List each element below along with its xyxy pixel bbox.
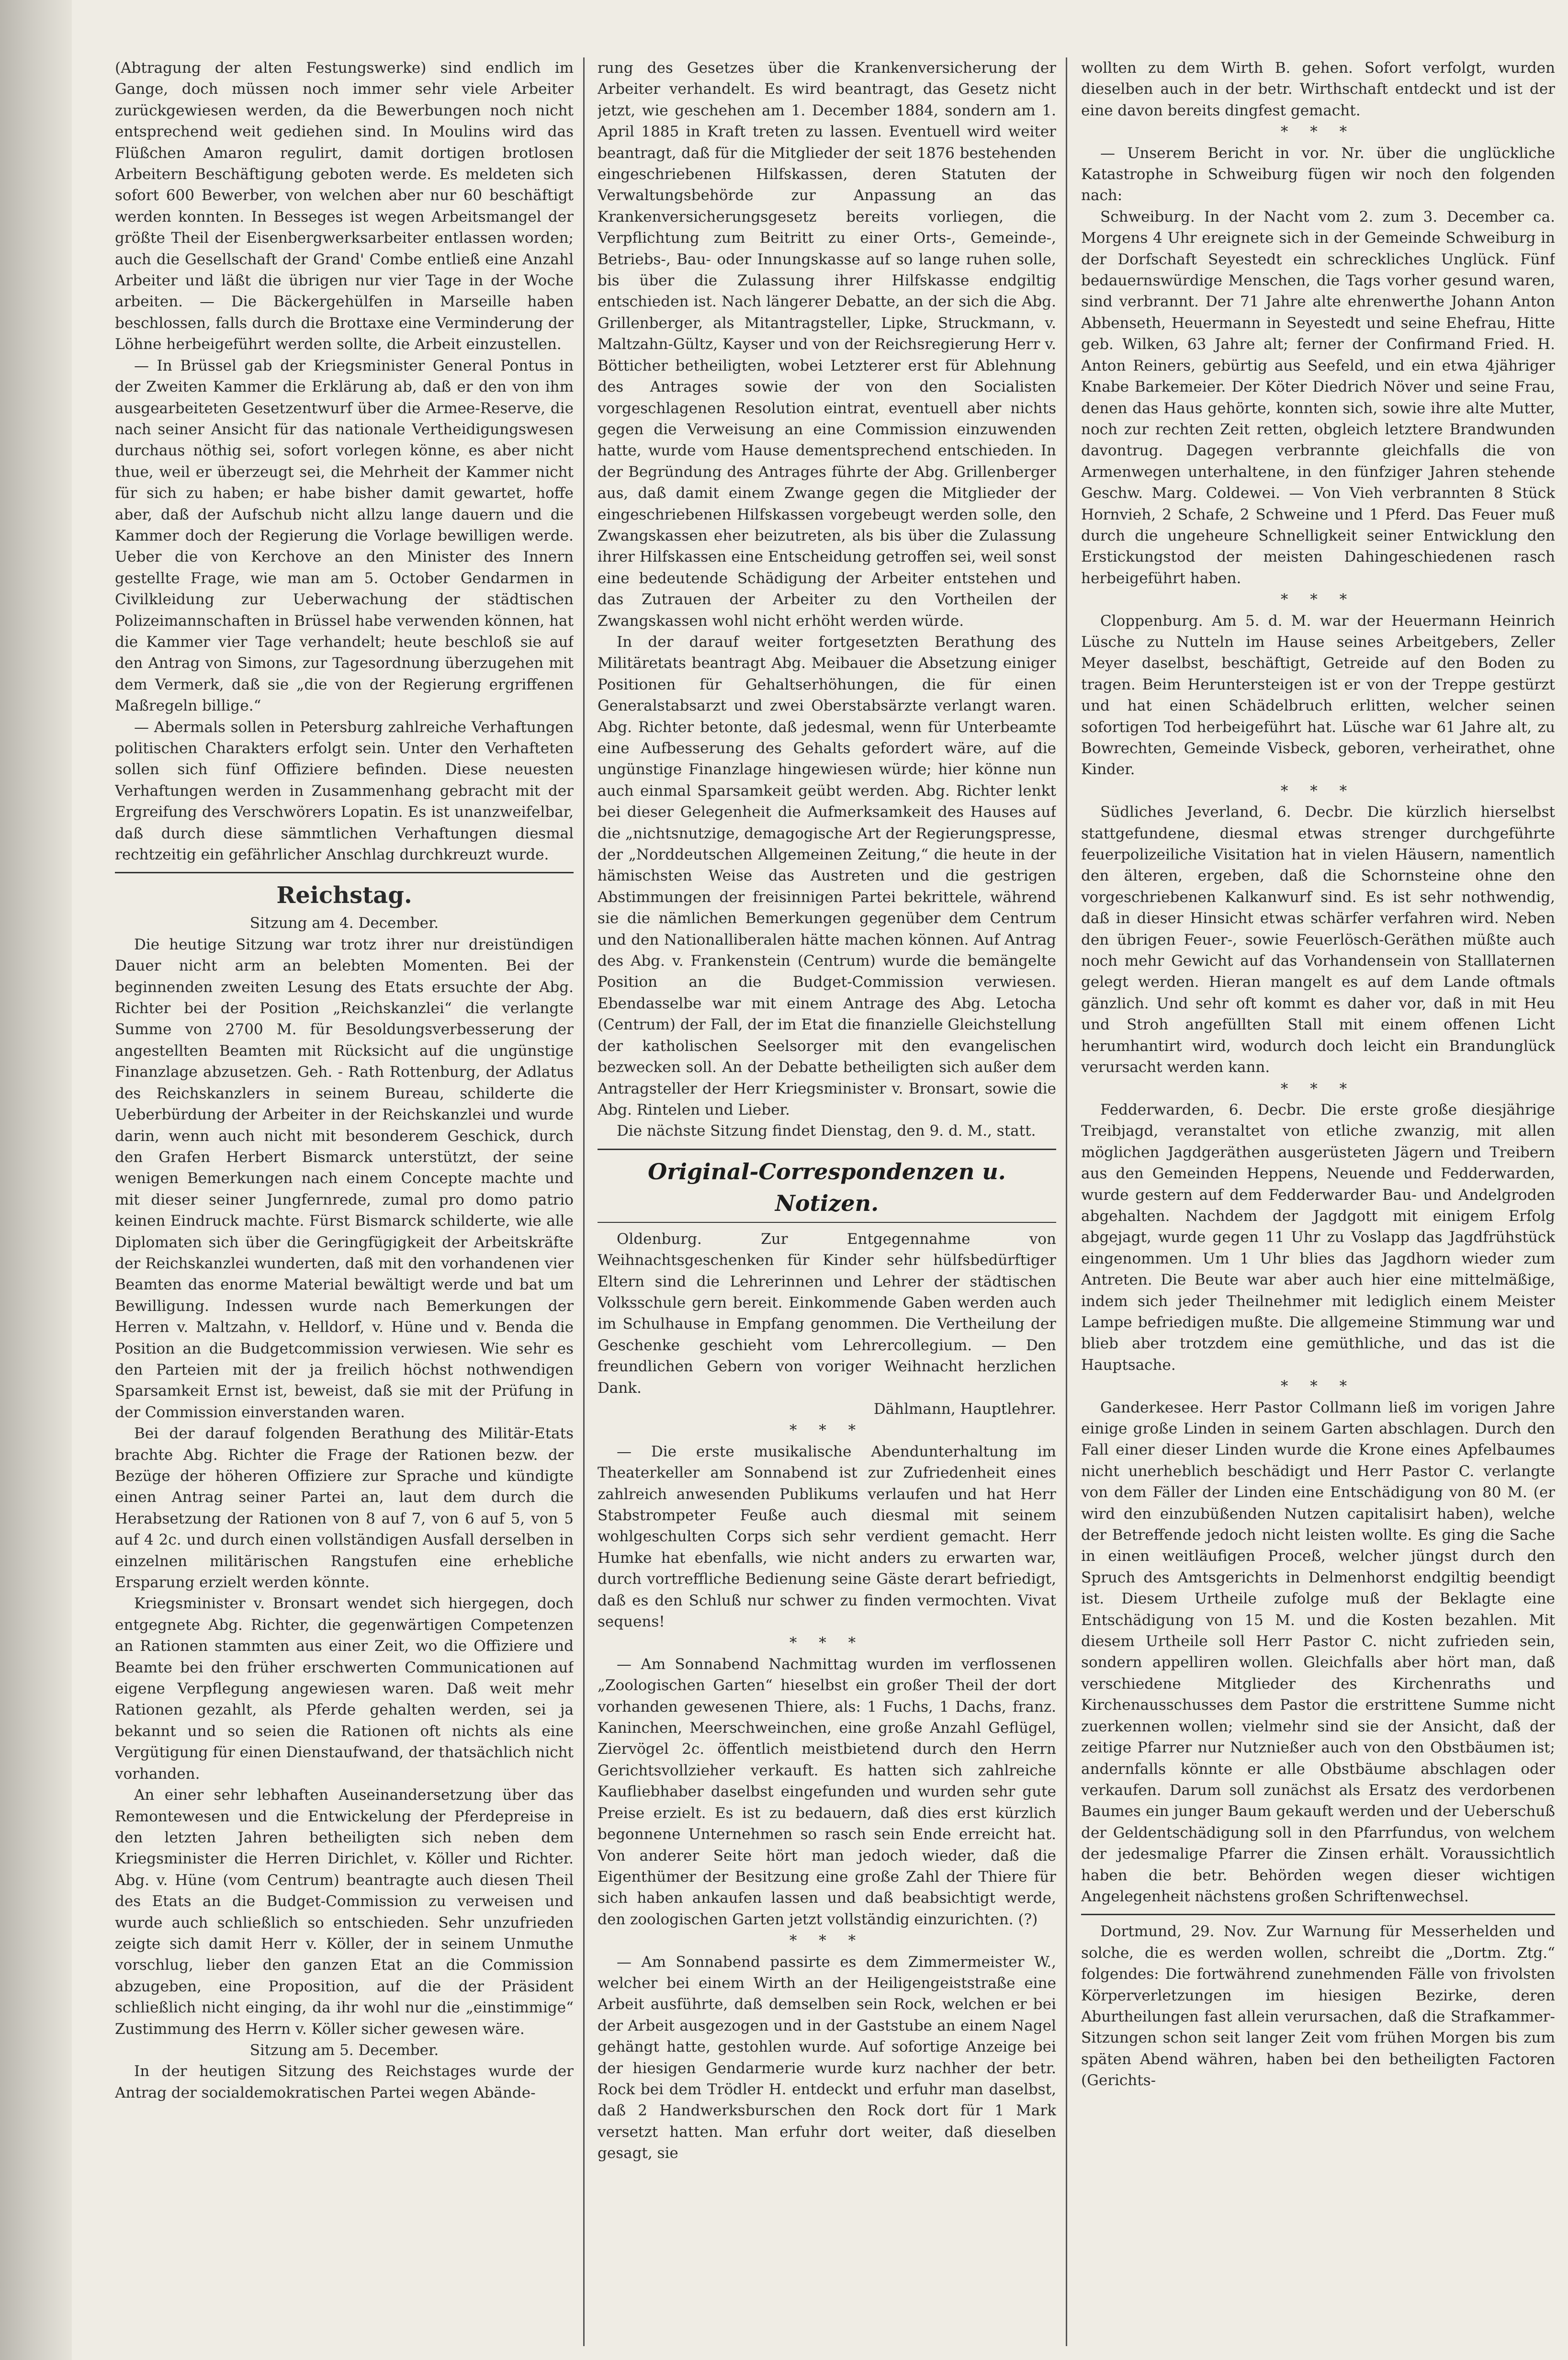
column-2 [598,57,1056,2346]
section-rule [115,872,574,873]
separator-stars: * * * [1280,591,1356,609]
reichstag-para-3: Kriegsminister v. Bronsart wendet sich hiergegen, doch entgegnete Abg. Richter, die gegenwärtigen Competenzen an Rationen stammten aus einer Zeit, wo die Offiziere und Beamte bei den früher erschwerten Communicationen auf eigene Verpflegung angewiesen waren. Daß weit mehr Rationen gezahlt, als Pferde gehalten werden, sei ja bekannt und so seien die Rationen oft nichts als eine Vergütigung für einen Dienstaufwand, der thatsächlich nicht vorhanden. [115,1595,574,1783]
article-petersburg: — Abermals sollen in Petersburg zahlreiche Verhaftungen politischen Charakters erfolgt sein. Unter den Verhafteten sollen sich fünf Offiziere befinden. Diese neuesten Verhaftungen werden in Zusammenhang gebracht mit der Ergreifung des Verschwörers Lopatin. Es ist unanzweifelbar, daß durch diese sämmtlichen Verhaftungen diesmal rechtzeitig ein gefährlicher Anschlag durchkreuzt wurde. [115,718,574,864]
article-zoo: — Am Sonnabend Nachmittag wurden im verflossenen „Zoologischen Garten“ hieselbst ein großer Theil der dort vorhanden gewesenen Thiere, als: 1 Fuchs, 1 Dachs, franz. Kaninchen, Meerschweinchen, eine große Anzahl Geflügel, Ziervögel 2c. öffentlich meistbietend durch den Herrn Gerichtsvollzieher verkauft. Es hatten sich zahlreiche Kaufliebhaber daselbst eingefunden und wurden sehr gute Preise erzielt. Es ist zu bedauern, daß dies erst kürzlich begonnene Unternehmen so rasch sein Ende erreicht hat. Von anderer Seite hört man jedoch wieder, daß die Eigenthümer der Besitzung eine große Zahl der Thiere für sich haben ankaufen lassen und daß beabsichtigt werde, den zoologischen Garten jetzt vollständig einzurichten. (?) [598,1655,1056,1928]
reichstag-cont-2: In der darauf weiter fortgesetzten Berathung des Militäretats beantragt Abg. Meibauer die Absetzung einiger Positionen für Gehaltserhöhungen, die für einen Generalstabsarzt und zwei Oberstabsärzte verlangt waren. Abg. Richter betonte, daß jedesmal, wenn für Unterbeamte eine Aufbesserung des Gehalts gefordert wäre, auf die ungünstige Finanzlage hingewiesen würde; hier könne nun auch einmal Sparsamkeit geübt werden. Abg. Richter lenkt bei dieser Gelegenheit die Aufmerksamkeit des Hauses auf die „nichtsnutzige, demagogische Art der Regierungspresse, der „Norddeutschen Allgemeinen Zeitung,“ die heute in der hämischsten Weise das Austreten und die gestrigen Abstimmungen der freisinnigen Partei bekrittele, während sie die nämlichen Bemerkungen gegenüber dem Centrum und den Nationalliberalen hätte machen können. Auf Antrag des Abg. v. Frankenstein (Centrum) wurde die bemängelte Position an die Budget-Commission verwiesen. Ebendasselbe war mit einem Antrage des Abg. Letocha (Centrum) der Fall, der im Etat die finanzielle Gleichstellung der katholischen Seelsorger mit den evangelischen bezwecken soll. An der Debatte betheiligten sich außer dem Antragsteller der Herr Kriegsminister v. Bronsart, sowie die Abg. Rintelen und Lieber. [598,633,1056,1118]
separator-stars: * * * [789,1634,865,1652]
article-theaterkeller: — Die erste musikalische Abendunterhaltung im Theaterkeller am Sonnabend ist zur Zufriedenheit eines zahlreich anwesenden Publikums verlaufen und hat Herr Stabstrompeter Feuße auch diesmal mit seinem wohlgeschulten Corps sich sehr verdient gemacht. Herr Humke hat ebenfalls, wie nicht anders zu erwarten war, durch vortreffliche Bedienung seine Gäste derart befriedigt, daß es den Schluß nur schwer zu finden vermochten. Vivat sequens! [598,1443,1056,1631]
session-date-2: Sitzung am 5. December. [249,2041,439,2059]
section-rule [598,1149,1056,1150]
article-brussels: — In Brüssel gab der Kriegsminister General Pontus in der Zweiten Kammer die Erklärung ab, daß er den von ihm ausgearbeiteten Gesetzentwurf über die Armee-Reserve, die nach seiner Ansicht für das nationale Vertheidigungswesen durchaus nöthig sei, sofort vorlegen könne, es aber nicht thue, weil er überzeugt sei, die Mehrheit der Kammer nicht für sich zu haben; er habe bisher damit gewartet, hoffe aber, daß der Aufschub nicht allzu lange dauern und die Kammer doch der Regierung die Vorlage bewilligen werde. Ueber die von Kerchove an den Minister des Innern gestellte Frage, wie man am 5. October Gendarmen in Civilkleidung zur Ueberwachung der städtischen Polizeimannschaften in Brüssel habe verwenden können, hat die Kammer vier Tage verhandelt; heute beschloß sie auf den Antrag von Simons, zur Tagesordnung überzugehen mit dem Vermerk, daß sie „die von der Regierung ergriffenen Maßregeln billige.“ [115,357,574,715]
reichstag-para-2: Bei der darauf folgenden Berathung des Militär-Etats brachte Abg. Richter die Frage der Rationen bezw. der Bezüge der höheren Offiziere zur Sprache und kündigte einen Antrag seiner Partei an, laut dem durch die Herabsetzung der Rationen von 8 auf 7, von 6 auf 5, von 5 auf 4 2c. und durch einen vollständigen Ausfall derselben in einzelnen militärischen Rangstufen eine erhebliche Ersparung erzielt werden könnte. [115,1425,574,1592]
reichstag-para-1: Die heutige Sitzung war trotz ihrer nur dreistündigen Dauer nicht arm an belebten Momenten. Bei der beginnenden zweiten Lesung des Etats ersuchte der Abg. Richter bei der Position „Reichskanzlei“ die verlangte Summe von 2700 M. für Besoldungsverbesserung der angestellten Beamten mit Rücksicht auf die ungünstige Finanzlage abzusetzen. Geh. - Rath Rottenburg, der Adlatus des Reichskanzlers in seinem Bureau, schilderte die Ueberbürdung der Arbeiter in der Reichskanzlei und wurde darin, wenn auch nicht mit besonderem Geschick, durch den Grafen Herbert Bismarck unterstützt, der seine wenigen Bemerkungen nach einem Concepte machte und mit dieser seiner Jungfernrede, zumal pro domo patrio keinen Eindruck machte. Fürst Bismarck schilderte, wie alle Diplomaten sich über die Geringfügigkeit der Arbeitskräfte der Reichskanzlei wunderten, daß mit den vorhandenen vier Beamten das enorme Material bewältigt werde und bat um Bewilligung. Indessen wurde nach Bemerkungen der Herren v. Maltzahn, v. Helldorf, v. Hüne und v. Benda die Position an die Budgetcommission verwiesen. Wie sehr es den Parteien mit der ja freilich höchst nothwendigen Sparsamkeit Ernst ist, beweist, daß sie mit der Prüfung in der Commission einverstanden waren. [115,936,574,1421]
article-rock: — Am Sonnabend passirte es dem Zimmermeister W., welcher bei einem Wirth an der Heiligengeiststraße eine Arbeit ausführte, daß demselben sein Rock, welchen er bei der Arbeit ausgezogen und in der Gaststube an einem Nagel gehängt hatte, gestohlen wurde. Auf sofortige Anzeige bei der hiesigen Gendarmerie wurde kurz nachher der betr. Rock bei dem Trödler H. entdeckt und erfuhr man daselbst, daß 2 Handwerksburschen den Rock dort für 1 Mark versetzt hatten. Man erfuhr dort weiter, daß dieselben gesagt, sie [598,1953,1056,2162]
column-rule-1 [583,57,585,2346]
article-dortmund: Dortmund, 29. Nov. Zur Warnung für Messerhelden und solche, die es werden wollen, schreibt die „Dortm. Ztg.“ folgendes: Die fortwährend zunehmenden Fälle von frivolsten Körperverletzungen im hiesigen Bezirke, deren Aburtheilungen fast allein verursachen, daß die Strafkammer-Sitzungen schon seit langer Zeit vom frühen Morgen bis zum späten Abend währen, haben bei den betheiligten Factoren (Gerichts- [1081,1923,1555,2089]
reichstag-cont-1: rung des Gesetzes über die Krankenversicherung der Arbeiter verhandelt. Es wird beantragt, das Gesetz nicht jetzt, wie geschehen am 1. December 1884, sondern am 1. April 1885 in Kraft treten zu lassen. Eventuell wird weiter beantragt, daß für die Mitglieder der seit 1876 bestehenden eingeschriebenen Hilfskassen, deren Statuten der Verwaltungsbehörde zur Anpassung an das Krankenversicherungsgesetz bereits vorliegen, die Verpflichtung zum Beitritt zu einer Orts-, Gemeinde-, Betriebs-, Bau- oder Innungskasse auf so lange ruhen solle, bis über die Zulassung ihrer Hilfskasse endgiltig entschieden ist. Nach längerer Debatte, an der sich die Abg. Grillenberger, als Mitantragsteller, Lipke, Struckmann, v. Maltzahn-Gültz, Kayser und von der Reichsregierung Herr v. Bötticher betheiligten, wobei Letzterer erst für Ablehnung des Antrages sowie der von den Socialisten vorgeschlagenen Resolution eintrat, eventuell aber nichts gegen die Verweisung an eine Commission einzuwenden hatte, wurde vom Hause dementsprechend entschieden. In der Begründung des Antrages führte der Abg. Grillenberger aus, daß damit einem Zwange gegen die Mitglieder der eingeschriebenen Hilfskassen vorgebeugt werden solle, den Zwangskassen eher beizutreten, als bis über die Zulassung ihrer Hilfskassen eine Entscheidung getroffen sei, weil sonst eine bedeutende Schädigung der Arbeiter entstehen und das Zutrauen der Arbeiter zu den Vortheilen der Zwangskassen wohl nicht erhöht werden würde. [598,59,1056,630]
separator-stars: * * * [789,1932,865,1950]
article-france-labour: (Abtragung der alten Festungswerke) sind endlich im Gange, doch müssen noch immer sehr viele Arbeiter zurückgewiesen werden, da die Bewerbungen noch nicht entsprechend weit gediehen sind. In Moulins wird das Flüßchen Amaron regulirt, damit dortigen brotlosen Arbeitern Beschäftigung geboten werde. Es meldeten sich sofort 600 Bewerber, von welchen aber nur 60 beschäftigt werden konnten. In Besseges ist wegen Arbeitsmangel der größte Theil der Eisenbergwerksarbeiter entlassen worden; auch die Gesellschaft der Grand' Combe entließ eine Anzahl Arbeiter und läßt die übrigen nur vier Tage in der Woche arbeiten. — Die Bäckergehülfen in Marseille haben beschlossen, falls durch die Brottaxe eine Verminderung der Löhne herbeigeführt werden sollte, die Arbeit einzustellen. [115,59,574,353]
article-oldenburg: Oldenburg. Zur Entgegennahme von Weihnachtsgeschenken für Kinder sehr hülfsbedürftiger Eltern sind die Lehrerinnen und Lehrer der städtischen Volksschule gern bereit. Einkommende Gaben werden auch im Schulhause in Empfang genommen. Die Vertheilung der Geschenke geschieht vom Lehrercollegium. — Den freundlichen Gebern von voriger Weihnacht herzlichen Dank. [598,1230,1056,1397]
article-jeverland: Südliches Jeverland, 6. Decbr. Die kürzlich hierselbst stattgefundene, diesmal etwas strenger durchgeführte feuerpolizeiliche Visitation hat in vielen Häusern, namentlich den älteren, ergeben, daß die Schornsteine ohne den vorgeschriebenen Kalkanwurf sind. Es ist sehr nothwendig, daß in dieser Hinsicht etwas schärfer verfahren wird. Neben den übrigen Feuer-, sowie Feuerlösch-Geräthen müßte auch noch mehr Gewicht auf das Vorhandensein von Stalllaternen gelegt werden. Hieran mangelt es auf dem Lande oftmals gänzlich. Und sehr oft kommt es daher vor, daß in mit Heu und Stroh angefüllten Stall mit einem offenen Licht herumhantirt wird, wodurch doch leicht ein Brandunglück verursacht werden kann. [1081,803,1555,1076]
separator-stars: * * * [1280,1080,1356,1097]
column-rule-2 [1066,57,1067,2346]
separator-stars: * * * [1280,1378,1356,1395]
separator-stars: * * * [1280,782,1356,800]
separator-stars: * * * [1280,123,1356,141]
signature: Dählmann, Hauptlehrer. [873,1400,1056,1418]
article-ganderkesee: Ganderkesee. Herr Pastor Collmann ließ im vorigen Jahre einige große Linden in seinem Garten abschlagen. Durch den Fall einer dieser Linden wurde die Krone eines Apfelbaumes nicht unerheblich beschädigt und Herr Pastor C. verlangte von dem Fäller der Linden eine Entschädigung von 80 M. (er wird den einzubüßenden Nutzen capitalisirt haben), welche der Betreffende jedoch nicht leisten wollte. Es ging die Sache in einen weitläufigen Proceß, welcher jüngst durch den Spruch des Amtsgerichts in Delmenhorst endgiltig beendigt ist. Diesem Urtheile zufolge muß der Beklagte eine Entschädigung von 15 M. und die Kosten bezahlen. Mit diesem Urtheile soll Herr Pastor C. nicht zufrieden sein, sondern appelliren wollen. Gleichfalls aber hört man, daß verschiedene Mitglieder des Kirchenraths und Kirchenausschusses dem Pastor die erstrittene Summe nicht zuerkennen wollen; vielmehr sind sie der Ansicht, daß der zeitige Pfarrer nur Nutznießer auch von den Obstbäumen ist; andernfalls könnte er alle Obstbäume abschlagen oder verkaufen. Darum soll zunächst als Ersatz des verdorbenen Baumes ein junger Baum gekauft werden und der Ueberschuß der Geldentschädigung soll in den Pfarrfundus, von welchem der jedesmalige Pfarrer die Zinsen erhält. Voraussichtlich haben die betr. Behörden wegen dieser wichtigen Angelegenheit nächstens großen Schriftenwechsel. [1081,1399,1555,1905]
article-rock-cont: wollten zu dem Wirth B. gehen. Sofort verfolgt, wurden dieselben auch in der betr. Wirthschaft entdeckt und ist der eine davon bereits dingfest gemacht. [1081,59,1555,119]
article-schweiburg: Schweiburg. In der Nacht vom 2. zum 3. December ca. Morgens 4 Uhr ereignete sich in der Gemeinde Schweiburg in der Dorfschaft Seyestedt ein schreckliches Unglück. Fünf bedauernswürdige Menschen, die Tags vorher gesund waren, sind verbrannt. Der 71 Jahre alte ehrenwerthe Johann Anton Abbenseth, Heuermann in Seyestedt und seine Ehefrau, Hitte geb. Wilken, 63 Jahre alt; ferner der Confirmand Fried. H. Anton Reiners, gebürtig aus Seefeld, und ein etwa 4jähriger Knabe Barkemeier. Der Köter Diedrich Növer und seine Frau, denen das Haus gehörte, konnten sich, sowie ihre alte Mutter, noch zur rechten Zeit retten, obgleich letztere Brandwunden davontrug. Dagegen verbrannte gleichfalls die von Armenwegen unterhaltene, in den fünfziger Jahren stehende Geschw. Marg. Coldewei. — Von Vieh verbrannten 8 Stück Hornvieh, 2 Schafe, 2 Schweine und 1 Pferd. Das Feuer muß durch die ungeheure Schnelligkeit seiner Entwicklung den Erstickungstod der meisten Dahingeschiedenen rasch herbeigeführt haben. [1081,208,1555,587]
next-session: Die nächste Sitzung findet Dienstag, den 9. d. M., statt. [617,1122,1036,1140]
reichstag-para-4: An einer sehr lebhaften Auseinandersetzung über das Remontewesen und die Entwickelung der Pferdepreise in den letzten Jahren betheiligten sich neben dem Kriegsminister die Herren Dirichlet, v. Köller und Richter. Abg. v. Hüne (vom Centrum) beantragte auch diesen Theil des Etats an die Budget-Commission zu verweisen und wurde auch schließlich so entschieden. Sehr unzufrieden zeigte sich damit Herr v. Köller, der in seinem Unmuthe vorschlug, lieber den ganzen Etat an die Commission abzugeben, eine Proposition, auf die der Präsident schließlich nicht einging, da ihr wohl nur die „einstimmige“ Zustimmung des Herrn v. Köller sicher gewesen wäre. [115,1786,574,2038]
correspondence-heading: Original-Correspondenzen u. Notizen. [648,1158,1006,1216]
column-1 [115,57,574,2346]
session-date-1: Sitzung am 4. December. [249,915,439,932]
binding-gutter [0,0,72,2360]
heading-rule [598,1222,1056,1223]
article-cloppenburg: Cloppenburg. Am 5. d. M. war der Heuermann Heinrich Lüsche zu Nutteln im Hause seines Arbeitgebers, Zeller Meyer daselbst, beschäftigt, Getreide auf den Boden zu tragen. Beim Heruntersteigen ist er von der Treppe gestürzt und hat einen Schädelbruch erlitten, welcher seinen sofortigen Tod herbeigeführt hat. Lüsche war 61 Jahre alt, zu Bowrechten, Gemeinde Visbeck, geboren, verheirathet, ohne Kinder. [1081,612,1555,779]
article-fedderwarden: Fedderwarden, 6. Decbr. Die erste große diesjährige Treibjagd, veranstaltet von etliche zwanzig, mit allen möglichen Jagdgeräthen ausgerüsteten Jägern und Treibern aus den Gemeinden Heppens, Neuende und Fedderwarden, wurde gestern auf dem Fedderwarder Bau- und Andelgroden abgehalten. Nachdem der Jagdgott mit einigem Erfolg abgejagt, wurde gegen 11 Uhr zu Voslapp das Jagdfrühstück eingenommen. Um 1 Uhr blies das Jagdhorn wieder zum Antreten. Die Beute war aber auch hier eine mittelmäßige, indem sich jeder Theilnehmer mit lediglich einem Meister Lampe befriedigen mußte. Die allgemeine Stimmung war und blieb aber trotzdem eine gemüthliche, und das ist die Hauptsache. [1081,1101,1555,1374]
reichstag-heading: Reichstag. [276,882,412,909]
article-intro-schweiburg: — Unserem Bericht in vor. Nr. über die unglückliche Katastrophe in Schweiburg fügen wir noch den folgenden nach: [1081,144,1555,204]
column-3 [1081,57,1555,2346]
section-rule [1081,1914,1555,1915]
separator-stars: * * * [789,1422,865,1439]
reichstag-para-5: In der heutigen Sitzung des Reichstages wurde der Antrag der socialdemokratischen Partei wegen Abände- [115,2063,574,2101]
